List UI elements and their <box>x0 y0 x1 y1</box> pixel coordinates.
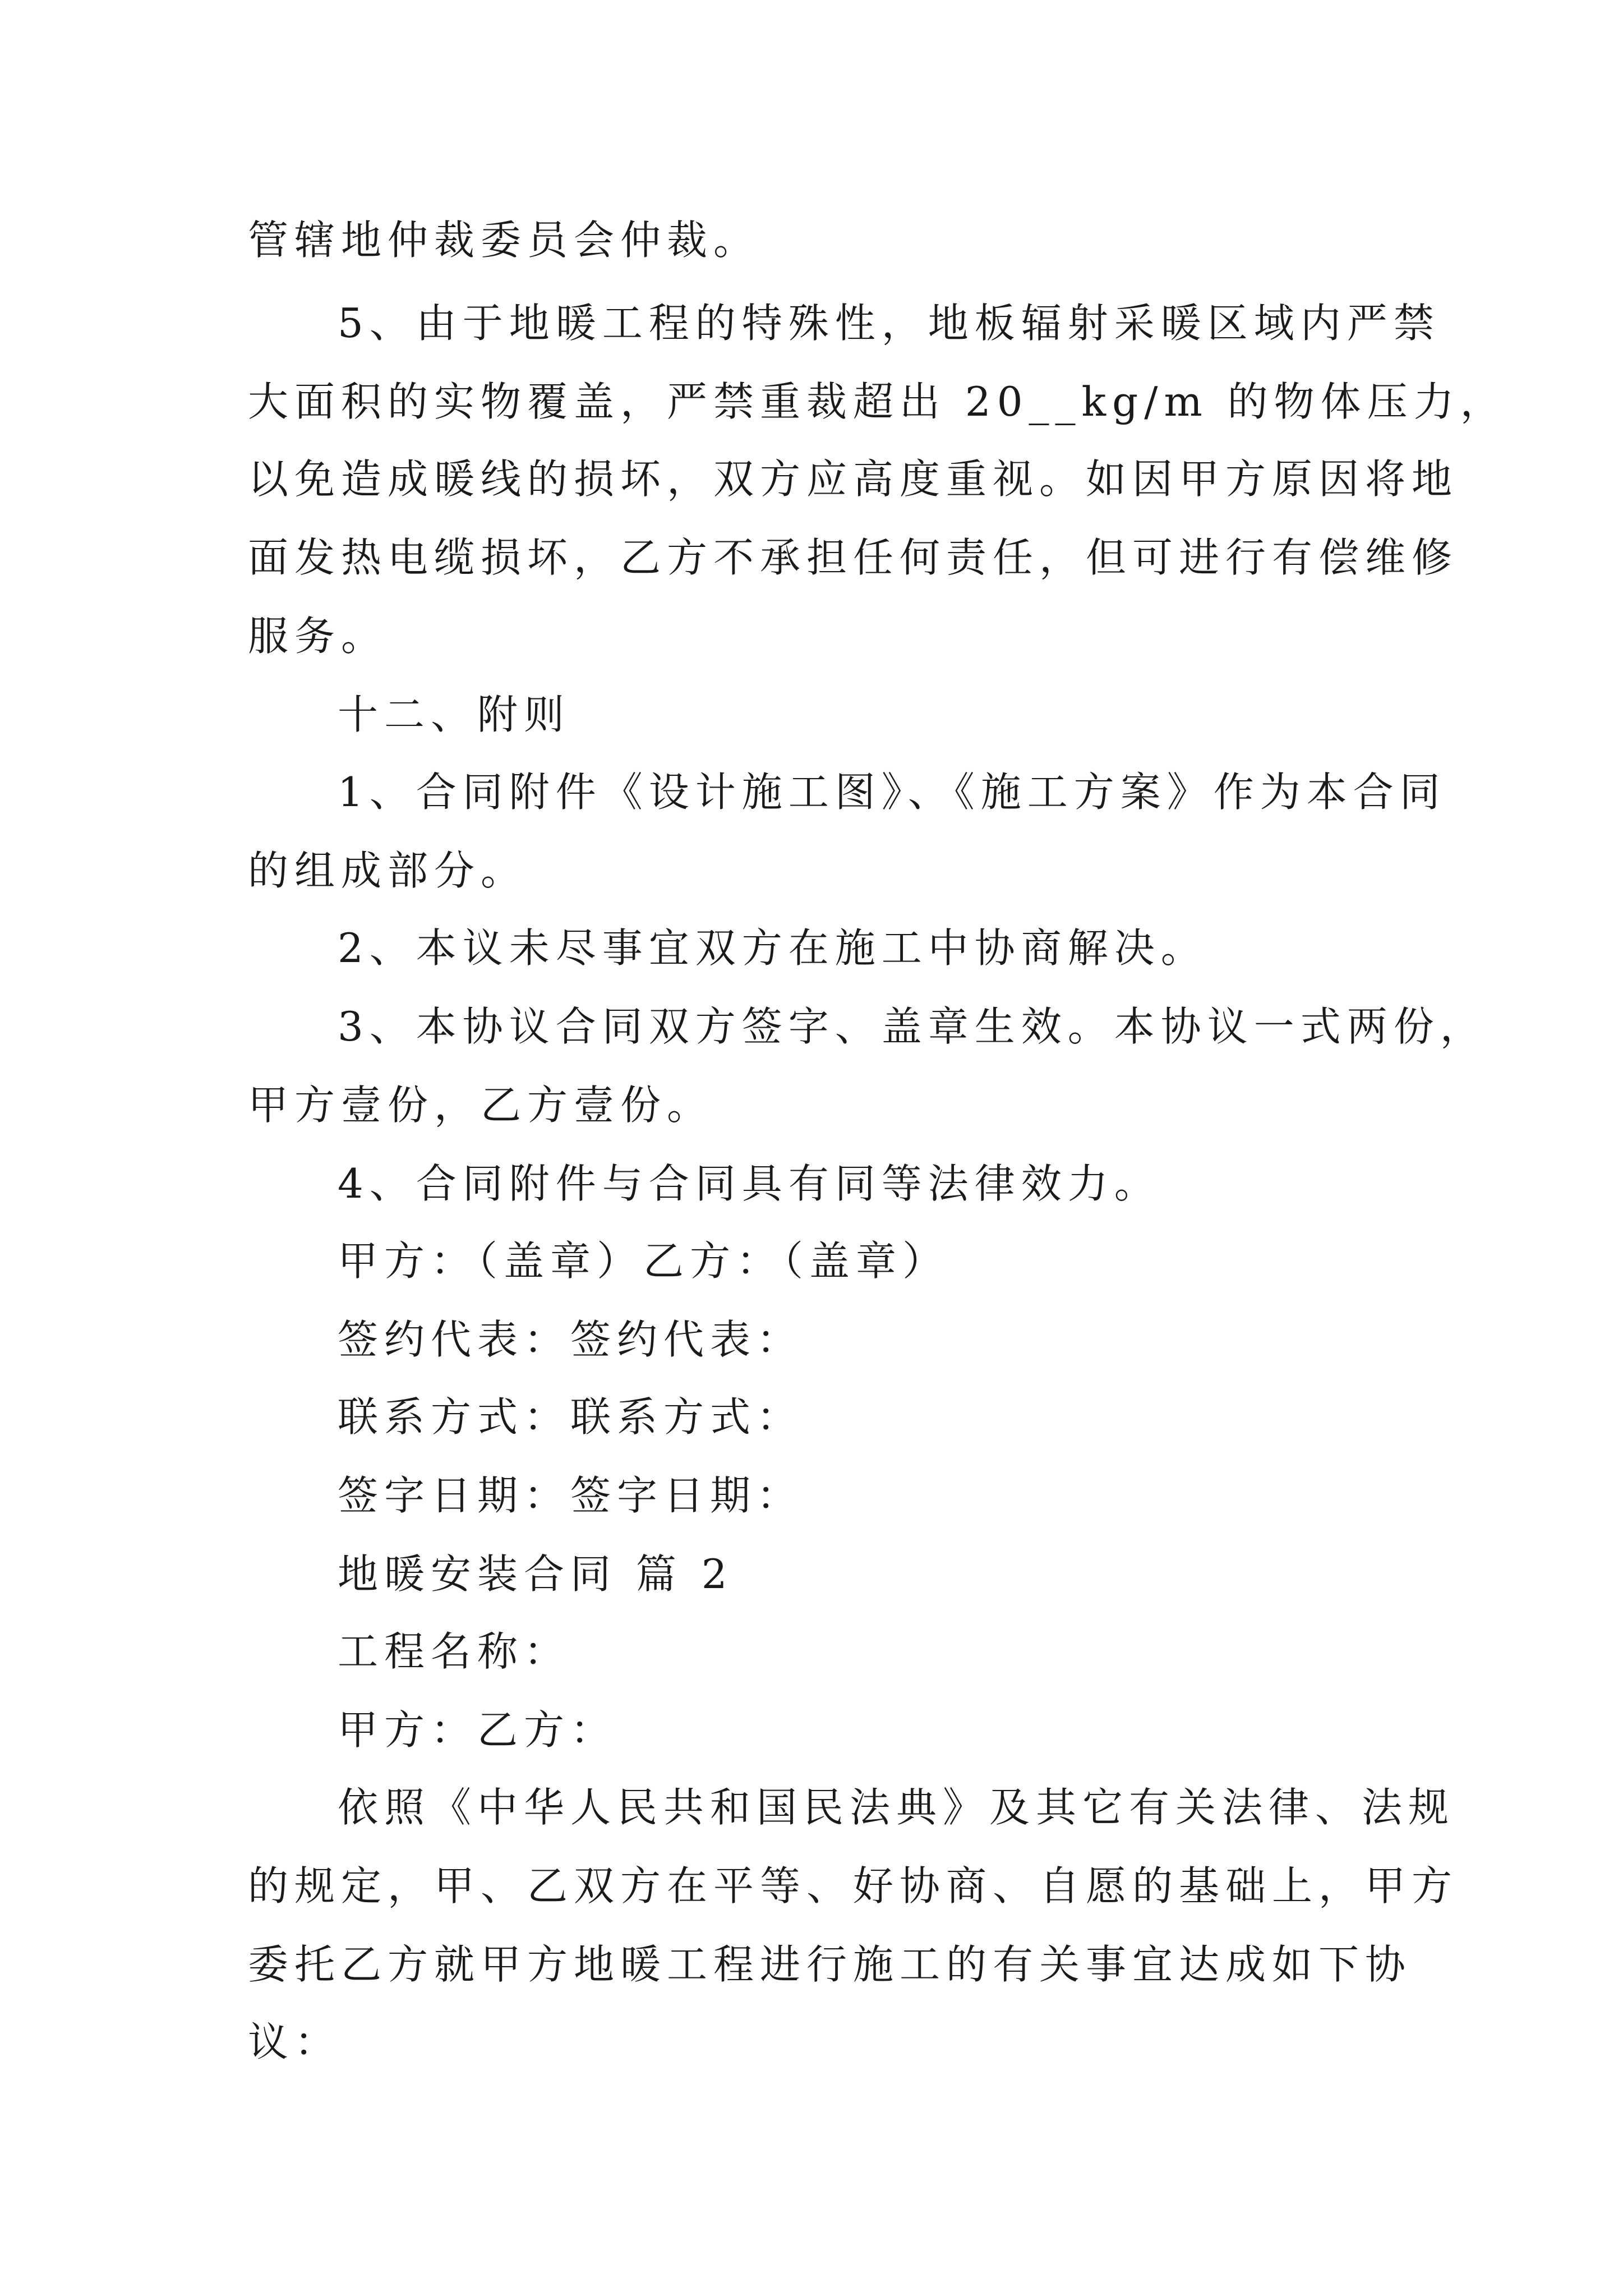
section-heading: 十二、附则 <box>338 691 571 738</box>
text-line: 甲方：乙方： <box>338 1706 617 1754</box>
text-line: 委托乙方就甲方地暖工程进行施工的有关事宜达成如下协 <box>248 1941 1412 1988</box>
text-line: 大面积的实物覆盖，严禁重裁超出 20__kg/m 的物体压力， <box>248 378 1507 425</box>
text-line: 服务。 <box>248 613 388 660</box>
text-line: 管辖地仲裁委员会仲裁。 <box>248 217 760 264</box>
text-line: 1、合同附件《设计施工图》、《施工方案》作为本合同 <box>338 769 1446 816</box>
text-line: 议： <box>248 2018 342 2065</box>
signature-line: 签字日期：签字日期： <box>338 1472 804 1519</box>
text-line: 3、本协议合同双方签字、盖章生效。本协议一式两份， <box>338 1003 1487 1050</box>
signature-line: 联系方式：联系方式： <box>338 1393 804 1441</box>
text-line: 5、由于地暖工程的特殊性，地板辐射采暖区域内严禁 <box>338 300 1440 347</box>
signature-line: 签约代表：签约代表： <box>338 1316 804 1363</box>
signature-line: 甲方：（盖章）乙方：（盖章） <box>338 1237 949 1285</box>
text-line: 甲方壹份，乙方壹份。 <box>248 1082 714 1129</box>
text-line: 4、合同附件与合同具有同等法律效力。 <box>338 1160 1161 1207</box>
text-line: 工程名称： <box>338 1628 571 1675</box>
text-line: 以免造成暖线的损坏，双方应高度重视。如因甲方原因将地 <box>248 455 1459 503</box>
section-heading: 地暖安装合同 篇 2 <box>338 1550 734 1598</box>
text-line: 2、本议未尽事宜双方在施工中协商解决。 <box>338 924 1207 972</box>
text-line: 面发热电缆损坏，乙方不承担任何责任，但可进行有偿维修 <box>248 534 1459 581</box>
text-line: 的规定，甲、乙双方在平等、好协商、自愿的基础上，甲方 <box>248 1862 1459 1910</box>
text-line: 依照《中华人民共和国民法典》及其它有关法律、法规 <box>338 1784 1455 1831</box>
text-line: 的组成部分。 <box>248 847 528 894</box>
